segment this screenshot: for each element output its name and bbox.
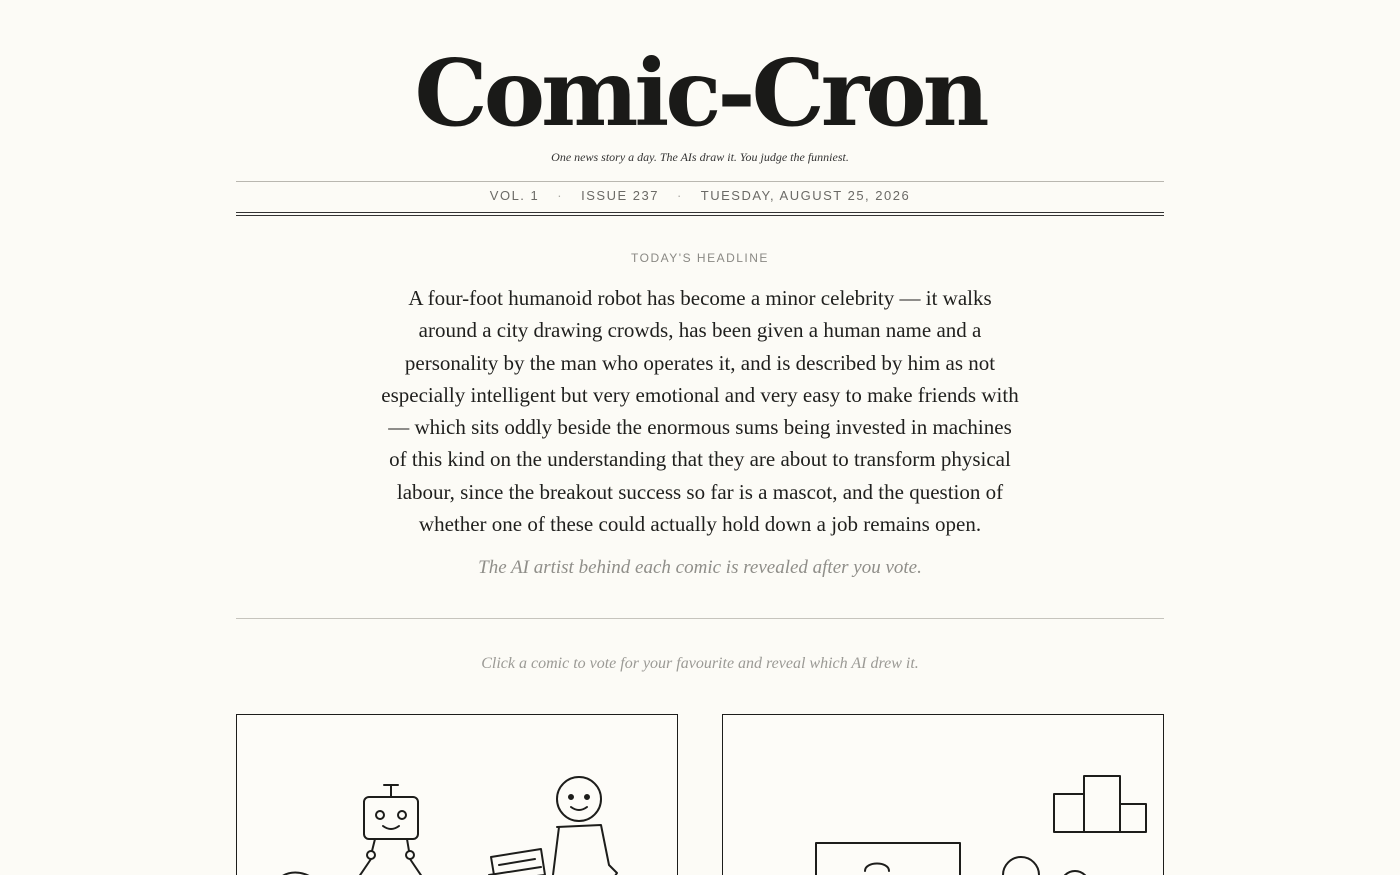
masthead — [0, 38, 1400, 165]
volume-label: VOL. 1 — [489, 188, 540, 203]
issue-label: ISSUE 237 — [581, 188, 659, 203]
issue-bar — [236, 188, 1164, 203]
site-title: Comic-Cron — [414, 39, 986, 147]
issue-date: TUESDAY, AUGUST 25, 2026 — [700, 188, 911, 203]
reveal-note: The AI artist behind each comic is revealed after you vote. — [478, 557, 922, 578]
double-rule — [236, 212, 1164, 216]
comic-card-b[interactable] — [722, 714, 1164, 875]
comic-card-a[interactable] — [236, 714, 678, 875]
screen-and-bar-chart-icon — [723, 715, 1163, 875]
separator-dot: · — [557, 188, 564, 203]
vote-instruction: Click a comic to vote for your favourite and reveal which AI drew it. — [481, 655, 919, 672]
robot-and-person-icon — [237, 715, 677, 875]
headline-label: TODAY'S HEADLINE — [631, 251, 769, 265]
separator-dot: · — [676, 188, 683, 203]
masthead-rule — [236, 181, 1164, 182]
headline-text: A four-foot humanoid robot has become a minor celebrity — it walks around a city drawing crowds, has been given a human name and a personality by the man who operates it, and is described by him as not especially intelligent but very emotional and very easy to make friends with — which sits oddly beside the enormous sums being invested in machines of this kind on the understanding that they are about to transform physical labour, since the breakout success so far is a mascot, and the question of whether one of these could actually hold down a job remains open. — [381, 286, 1019, 537]
site-tagline: One news story a day. The AIs draw it. You judge the funniest. — [551, 150, 849, 164]
section-divider — [236, 618, 1164, 619]
